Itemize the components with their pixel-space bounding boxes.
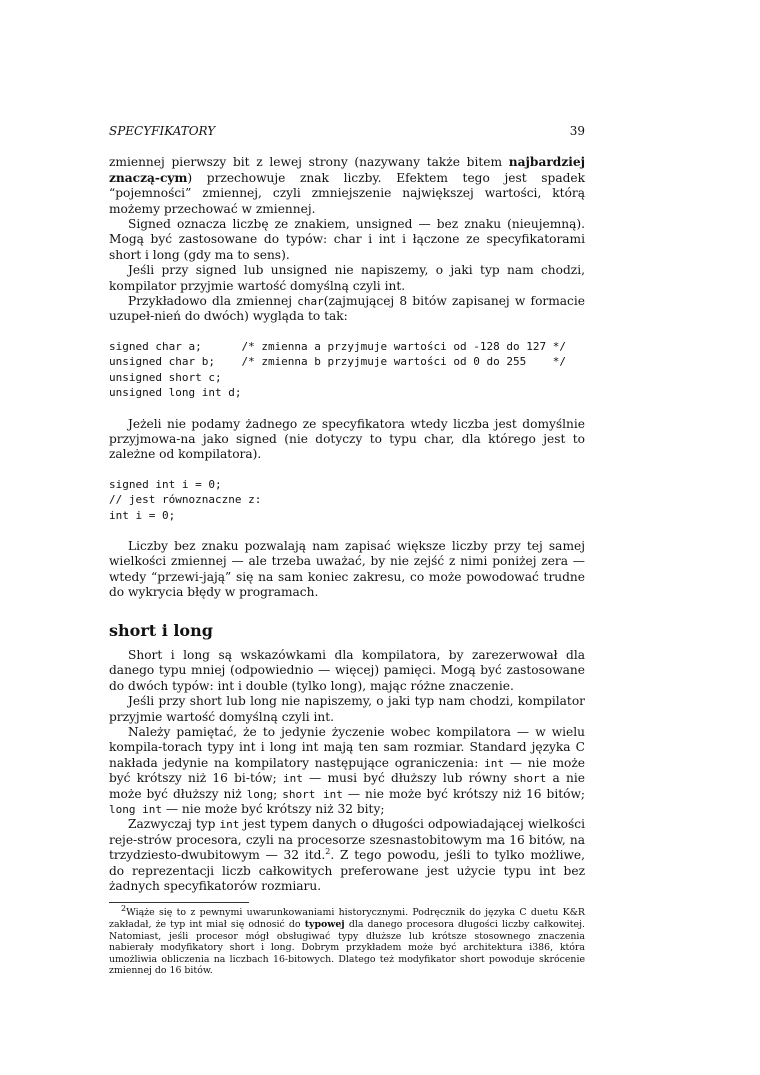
inline-code: char (297, 295, 324, 309)
paragraph-short-long-default: Jeśli przy short lub long nie napiszemy, o jaki typ nam chodzi, kompilator przyjmie wartość domyślną czyli int. (109, 694, 585, 724)
paragraph-default-signed: Jeżeli nie podamy żadnego ze specyfikatora wtedy liczba jest domyślnie przyjmowa-na jako signed (nie dotyczy to typu char, dla którego jest to zależne od kompilatora). (109, 416, 585, 462)
running-title: SPECYFIKATORY (109, 124, 216, 138)
paragraph-char-example: Przykładowo dla zmiennej char(zajmującej 8 bitów zapisanej w formacie uzupeł-nień do dwóch) wygląda to tak: (109, 294, 585, 324)
paragraph-default-int: Jeśli przy signed lub unsigned nie napiszemy, o jaki typ nam chodzi, kompilator przyjmie wartość domyślną czyli int. (109, 263, 585, 293)
footnote-rule (109, 902, 249, 903)
paragraph-signed-unsigned: Signed oznacza liczbę ze znakiem, unsigned — bez znaku (nieujemną). Mogą być zastosowane do typów: char i int i łączone ze specyfikatorami short i long (gdy ma to sens). (109, 217, 585, 262)
page-number: 39 (569, 124, 585, 138)
paragraph-sign-bit: zmiennej pierwszy bit z lewej strony (nazywany także bitem najbardziej znaczą-cym) przechowuje znak liczby. Efektem tego jest spadek “pojemności” zmiennej, czyli zmniejszenie największej wartości, którą możemy przechować w zmiennej. (109, 155, 585, 216)
code-block-signed-int: signed int i = 0; // jest równoznaczne z: int i = 0; (109, 477, 262, 522)
page (109, 124, 585, 977)
footnote-ref: 2 (325, 847, 331, 857)
code-block-char-declarations: signed char a; /* zmienna a przyjmuje wartości od -128 do 127 */ unsigned char b; /* zmienna b przyjmuje wartości od 0 do 255 */ unsigned short c; unsigned long int d; (109, 339, 566, 400)
paragraph-unsigned-range: Liczby bez znaku pozwalają nam zapisać większe liczby przy tej samej wielkości zmiennej — ale trzeba uważać, by nie zejść z nimi poniżej zera — wtedy “przewi-jają” się na sam koniec zakresu, co może powodować trudne do wykrycia błędy w programach. (109, 538, 585, 600)
running-header (109, 124, 585, 139)
section-heading: short i long (109, 620, 213, 640)
footnote-mark: 2 (121, 904, 127, 914)
bold-term: najbardziej znaczą-cym (109, 155, 585, 185)
paragraph-standard-constraints: Należy pamiętać, że to jedynie życzenie wobec kompilatora — w wielu kompila-torach typy int i long int mają ten sam rozmiar. Standard języka C nakłada jedynie na kompilatory następujące ograniczenia: int — nie może być krótszy niż 16 bi-tów; int — musi być dłuższy lub równy short a nie może być dłuższy niż long; short int — nie może być krótszy niż 16 bitów; long int — nie może być krótszy niż 32 bity; (109, 725, 585, 817)
paragraph-short-long-hints: Short i long są wskazówkami dla kompilatora, by zarezerwował dla danego typu mniej (odpowiednio — więcej) pamięci. Mogą być zastosowane do dwóch typów: int i double (tylko long), mając różne znaczenie. (109, 647, 585, 693)
footnote: $^2$Wiąże się to z pewnymi uwarunkowaniami historycznymi. Podręcznik do języka C duetu K&R zakładał, że typ int miał się odnosić do typowej dla danego procesora długości liczby całkowitej. Natomiast, jeśli procesor mógł obsługiwać typy dłuższe lub krótsze stosownego znaczenia nabierały modyfikatory short i long. Dobrym przykładem może być architektura i386, która umożliwia obliczenia na liczbach 16-bitowych. Dlatego też modyfikator short powoduje skrócenie zmiennej do 16 bitów. (109, 904, 585, 977)
paragraph-int-register-size: Zazwyczaj typ int jest typem danych o długości odpowiadającej wielkości reje-strów procesora, czyli na procesorze szesnastobitowym ma 16 bitów, na trzydziesto-dwubitowym — 32 itd.$^2$. Z tego powodu, jeśli to tylko możliwe, do reprezentacji liczb całkowitych preferowane jest użycie typu int bez żadnych specyfikatorów rozmiaru. (109, 817, 586, 894)
